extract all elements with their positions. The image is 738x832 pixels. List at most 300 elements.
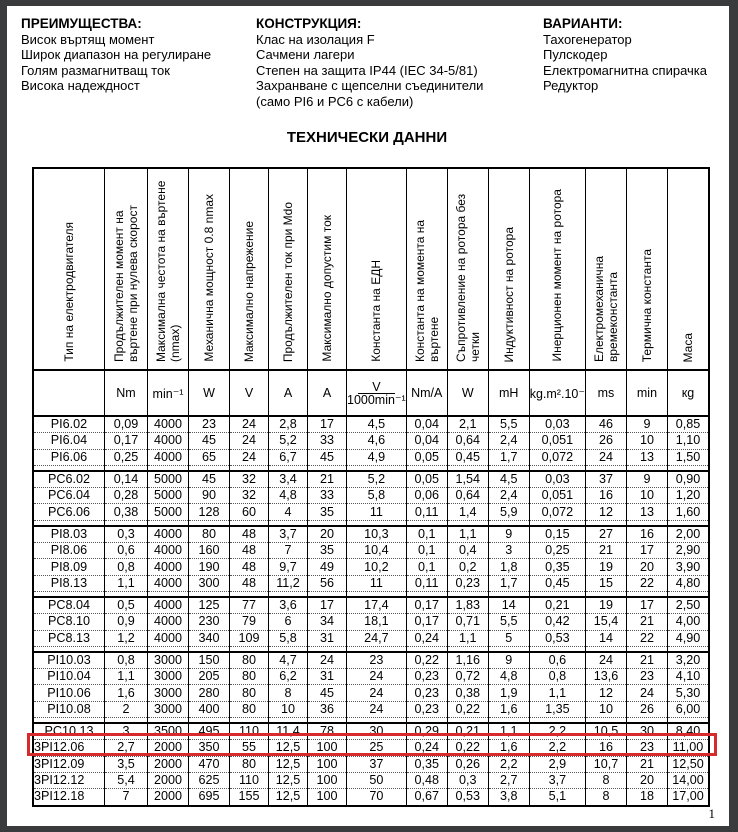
value-cell: 0,6 bbox=[529, 652, 585, 669]
value-cell: 0,21 bbox=[529, 597, 585, 614]
value-cell: 24 bbox=[626, 685, 667, 701]
value-cell: 0,4 bbox=[447, 543, 488, 559]
value-cell: 0,38 bbox=[105, 504, 148, 520]
value-cell: 0,23 bbox=[406, 669, 447, 685]
value-cell: 9 bbox=[626, 416, 667, 433]
value-cell: 3000 bbox=[148, 701, 189, 717]
unit-cell: V bbox=[230, 370, 269, 416]
column-header bbox=[148, 168, 189, 370]
value-cell: 80 bbox=[230, 756, 269, 772]
value-cell: 1,7 bbox=[488, 449, 529, 465]
value-cell: 30 bbox=[347, 723, 407, 740]
value-cell: 9 bbox=[488, 652, 529, 669]
value-cell: 18,1 bbox=[347, 614, 407, 630]
value-cell: 14,00 bbox=[667, 772, 709, 788]
value-cell: 4000 bbox=[148, 433, 189, 449]
value-cell: 2,1 bbox=[447, 416, 488, 433]
value-cell: 0,53 bbox=[529, 630, 585, 646]
column-header-label: Електромеханична времеконстанта bbox=[591, 256, 620, 362]
value-cell: 37 bbox=[347, 756, 407, 772]
value-cell: 0,23 bbox=[447, 575, 488, 591]
value-cell: 1,20 bbox=[667, 488, 709, 504]
value-cell: 37 bbox=[585, 471, 626, 488]
value-cell: 12,5 bbox=[269, 772, 308, 788]
value-cell: 32 bbox=[230, 471, 269, 488]
value-cell: 0,24 bbox=[406, 630, 447, 646]
unit-cell: A bbox=[308, 370, 347, 416]
value-cell: 2,9 bbox=[529, 756, 585, 772]
value-cell: 1,50 bbox=[667, 449, 709, 465]
value-cell: 1,35 bbox=[529, 701, 585, 717]
table-row bbox=[33, 597, 709, 614]
column-header bbox=[308, 168, 347, 370]
value-cell: 0,17 bbox=[105, 433, 148, 449]
value-cell: 0,53 bbox=[447, 789, 488, 806]
value-cell: 1,2 bbox=[105, 630, 148, 646]
value-cell: 100 bbox=[308, 756, 347, 772]
construction-section bbox=[256, 16, 483, 109]
value-cell: 1,16 bbox=[447, 652, 488, 669]
value-cell: 12,5 bbox=[269, 740, 308, 756]
value-cell: 3500 bbox=[148, 723, 189, 740]
value-cell: 400 bbox=[189, 701, 230, 717]
motor-type-cell: 3PI12.12 bbox=[33, 772, 105, 788]
column-header-label: Максимално напрежение bbox=[242, 220, 256, 362]
value-cell: 0,8 bbox=[105, 652, 148, 669]
value-cell: 3000 bbox=[148, 669, 189, 685]
variant-item: Тахогенератор bbox=[543, 31, 632, 47]
table-row bbox=[33, 669, 709, 685]
value-cell: 46 bbox=[585, 416, 626, 433]
column-header-label: Максимална честота на въртене (nmax) bbox=[154, 180, 182, 362]
value-cell: 4,7 bbox=[269, 652, 308, 669]
table-row bbox=[33, 449, 709, 465]
value-cell: 49 bbox=[308, 559, 347, 575]
value-cell: 80 bbox=[230, 701, 269, 717]
unit-cell bbox=[347, 370, 407, 416]
value-cell: 36 bbox=[308, 701, 347, 717]
value-cell: 5,30 bbox=[667, 685, 709, 701]
construction-item: Клас на изолация F bbox=[256, 31, 375, 47]
value-cell: 0,21 bbox=[447, 723, 488, 740]
column-header-label: Продължителен ток при Mdo bbox=[281, 201, 295, 362]
value-cell: 5,9 bbox=[488, 504, 529, 520]
value-cell: 0,22 bbox=[406, 652, 447, 669]
value-cell: 23 bbox=[189, 416, 230, 433]
column-header-label: Съпротивление на ротора без четки bbox=[453, 193, 482, 362]
value-cell: 20 bbox=[626, 772, 667, 788]
value-cell: 2,2 bbox=[529, 723, 585, 740]
value-cell: 5000 bbox=[148, 488, 189, 504]
value-cell: 5,8 bbox=[269, 630, 308, 646]
value-cell: 8 bbox=[585, 789, 626, 806]
column-header-label: Максимално допустим ток bbox=[320, 215, 334, 362]
value-cell: 280 bbox=[189, 685, 230, 701]
motor-type-cell: PI6.02 bbox=[33, 416, 105, 433]
value-cell: 8 bbox=[585, 772, 626, 788]
table-row bbox=[33, 614, 709, 630]
value-cell: 10 bbox=[626, 433, 667, 449]
value-cell: 48 bbox=[230, 543, 269, 559]
value-cell: 2000 bbox=[148, 772, 189, 788]
value-cell: 2,4 bbox=[488, 488, 529, 504]
value-cell: 625 bbox=[189, 772, 230, 788]
value-cell: 1,1 bbox=[105, 669, 148, 685]
value-cell: 22 bbox=[626, 575, 667, 591]
value-cell: 0,35 bbox=[406, 756, 447, 772]
value-cell: 0,14 bbox=[105, 471, 148, 488]
value-cell: 5,8 bbox=[347, 488, 407, 504]
value-cell: 12 bbox=[585, 685, 626, 701]
advantages-section bbox=[21, 16, 211, 94]
unit-cell: min⁻¹ bbox=[148, 370, 189, 416]
value-cell: 1,10 bbox=[667, 433, 709, 449]
value-cell: 0,6 bbox=[105, 543, 148, 559]
value-cell: 8 bbox=[269, 685, 308, 701]
unit-cell: кg bbox=[667, 370, 709, 416]
highlight-box bbox=[27, 733, 717, 756]
value-cell: 16 bbox=[585, 488, 626, 504]
value-cell: 35 bbox=[308, 543, 347, 559]
value-cell: 3,6 bbox=[269, 597, 308, 614]
unit-cell: W bbox=[447, 370, 488, 416]
unit-cell: W bbox=[189, 370, 230, 416]
value-cell: 3 bbox=[105, 723, 148, 740]
value-cell: 50 bbox=[347, 772, 407, 788]
motor-type-cell: PC6.02 bbox=[33, 471, 105, 488]
variants-heading: ВАРИАНТИ: bbox=[543, 16, 623, 31]
value-cell: 0,23 bbox=[406, 701, 447, 717]
value-cell: 45 bbox=[189, 433, 230, 449]
value-cell: 2000 bbox=[148, 756, 189, 772]
table-row bbox=[33, 575, 709, 591]
value-cell: 11 bbox=[347, 575, 407, 591]
value-cell: 11,2 bbox=[269, 575, 308, 591]
column-header-label: Константа на момента на въртене bbox=[412, 219, 441, 362]
value-cell: 5 bbox=[488, 630, 529, 646]
value-cell: 0,15 bbox=[529, 526, 585, 543]
value-cell: 22 bbox=[626, 630, 667, 646]
value-cell: 1,54 bbox=[447, 471, 488, 488]
value-cell: 4,80 bbox=[667, 575, 709, 591]
value-cell: 5000 bbox=[148, 471, 189, 488]
value-cell: 16 bbox=[626, 526, 667, 543]
motor-type-cell: PC8.13 bbox=[33, 630, 105, 646]
value-cell: 10 bbox=[585, 701, 626, 717]
value-cell: 24 bbox=[230, 416, 269, 433]
value-cell: 1,7 bbox=[488, 575, 529, 591]
value-cell: 45 bbox=[308, 685, 347, 701]
value-cell: 24 bbox=[585, 449, 626, 465]
value-cell: 695 bbox=[189, 789, 230, 806]
value-cell: 7 bbox=[269, 543, 308, 559]
unit-cell: ms bbox=[585, 370, 626, 416]
value-cell: 4000 bbox=[148, 526, 189, 543]
value-cell: 3,20 bbox=[667, 652, 709, 669]
value-cell: 340 bbox=[189, 630, 230, 646]
table-row bbox=[33, 559, 709, 575]
value-cell: 1,8 bbox=[488, 559, 529, 575]
value-cell: 60 bbox=[230, 504, 269, 520]
value-cell: 109 bbox=[230, 630, 269, 646]
value-cell: 65 bbox=[189, 449, 230, 465]
value-cell: 100 bbox=[308, 772, 347, 788]
table-row bbox=[33, 701, 709, 717]
value-cell: 150 bbox=[189, 652, 230, 669]
value-cell: 24 bbox=[230, 433, 269, 449]
value-cell: 80 bbox=[230, 685, 269, 701]
value-cell: 1,6 bbox=[488, 740, 529, 756]
value-cell: 4000 bbox=[148, 575, 189, 591]
value-cell: 77 bbox=[230, 597, 269, 614]
value-cell: 0,072 bbox=[529, 504, 585, 520]
value-cell: 11,00 bbox=[667, 740, 709, 756]
value-cell: 2,50 bbox=[667, 597, 709, 614]
value-cell: 24,7 bbox=[347, 630, 407, 646]
unit-cell: min bbox=[626, 370, 667, 416]
value-cell: 45 bbox=[308, 449, 347, 465]
value-cell: 19 bbox=[585, 559, 626, 575]
table-row bbox=[33, 471, 709, 488]
value-cell: 128 bbox=[189, 504, 230, 520]
value-cell: 20 bbox=[308, 526, 347, 543]
value-cell: 34 bbox=[308, 614, 347, 630]
value-cell: 4,90 bbox=[667, 630, 709, 646]
column-header bbox=[33, 168, 105, 370]
value-cell: 155 bbox=[230, 789, 269, 806]
column-header-label: Маса bbox=[680, 332, 695, 362]
motor-type-cell: PC6.06 bbox=[33, 504, 105, 520]
value-cell: 10,3 bbox=[347, 526, 407, 543]
value-cell: 11 bbox=[347, 504, 407, 520]
value-cell: 0,64 bbox=[447, 488, 488, 504]
column-header bbox=[626, 168, 667, 370]
value-cell: 45 bbox=[189, 471, 230, 488]
value-cell: 3,7 bbox=[529, 772, 585, 788]
value-cell: 10,7 bbox=[585, 756, 626, 772]
value-cell: 10 bbox=[269, 701, 308, 717]
value-cell: 350 bbox=[189, 740, 230, 756]
value-cell: 0,04 bbox=[406, 416, 447, 433]
value-cell: 2,7 bbox=[105, 740, 148, 756]
value-cell: 470 bbox=[189, 756, 230, 772]
value-cell: 3,4 bbox=[269, 471, 308, 488]
table-row bbox=[33, 685, 709, 701]
value-cell: 10,5 bbox=[585, 723, 626, 740]
value-cell: 21 bbox=[626, 614, 667, 630]
value-cell: 4000 bbox=[148, 449, 189, 465]
motor-type-cell: 3PI12.18 bbox=[33, 789, 105, 806]
value-cell: 0,1 bbox=[406, 559, 447, 575]
value-cell: 0,24 bbox=[406, 740, 447, 756]
value-cell: 0,3 bbox=[105, 526, 148, 543]
table-row bbox=[33, 630, 709, 646]
value-cell: 0,06 bbox=[406, 488, 447, 504]
value-cell: 31 bbox=[308, 669, 347, 685]
value-cell: 1,83 bbox=[447, 597, 488, 614]
motor-type-cell: PI10.03 bbox=[33, 652, 105, 669]
value-cell: 48 bbox=[230, 575, 269, 591]
value-cell: 12,5 bbox=[269, 789, 308, 806]
value-cell: 0,64 bbox=[447, 433, 488, 449]
value-cell: 0,1 bbox=[406, 543, 447, 559]
value-cell: 110 bbox=[230, 772, 269, 788]
page-title: ТЕХНИЧЕСКИ ДАННИ bbox=[286, 129, 448, 146]
value-cell: 14 bbox=[488, 597, 529, 614]
value-cell: 0,90 bbox=[667, 471, 709, 488]
value-cell: 19 bbox=[585, 597, 626, 614]
value-cell: 21 bbox=[626, 756, 667, 772]
variants-section bbox=[543, 16, 707, 94]
value-cell: 1,60 bbox=[667, 504, 709, 520]
value-cell: 9 bbox=[488, 526, 529, 543]
motor-type-cell: PC6.04 bbox=[33, 488, 105, 504]
value-cell: 25 bbox=[347, 740, 407, 756]
table-row bbox=[33, 652, 709, 669]
value-cell: 0,22 bbox=[447, 701, 488, 717]
value-cell: 12 bbox=[585, 504, 626, 520]
unit-cell: Nm/A bbox=[406, 370, 447, 416]
value-cell: 17,00 bbox=[667, 789, 709, 806]
value-cell: 5,5 bbox=[488, 614, 529, 630]
table-row bbox=[33, 789, 709, 806]
value-cell: 80 bbox=[230, 652, 269, 669]
value-cell: 0,11 bbox=[406, 504, 447, 520]
table-row bbox=[33, 526, 709, 543]
variant-item: Пулскодер bbox=[543, 47, 608, 62]
value-cell: 7 bbox=[105, 789, 148, 806]
value-cell: 15 bbox=[585, 575, 626, 591]
value-cell: 0,09 bbox=[105, 416, 148, 433]
column-header-label: Индуктивност на ротора bbox=[501, 226, 516, 362]
value-cell: 4000 bbox=[148, 416, 189, 433]
table-row bbox=[33, 756, 709, 772]
value-cell: 35 bbox=[308, 504, 347, 520]
value-cell: 79 bbox=[230, 614, 269, 630]
motor-type-cell: PI8.06 bbox=[33, 543, 105, 559]
column-header-label: Константа на ЕДН bbox=[369, 260, 384, 362]
unit-cell: A bbox=[269, 370, 308, 416]
value-cell: 0,9 bbox=[105, 614, 148, 630]
table-row bbox=[33, 416, 709, 433]
motor-type-cell: 3PI12.09 bbox=[33, 756, 105, 772]
units-row bbox=[33, 370, 709, 416]
value-cell: 0,48 bbox=[406, 772, 447, 788]
motor-type-cell: 3PI12.06 bbox=[33, 740, 105, 756]
value-cell: 0,29 bbox=[406, 723, 447, 740]
advantage-item: Висок въртящ момент bbox=[21, 31, 155, 47]
value-cell: 23 bbox=[626, 669, 667, 685]
value-cell: 20 bbox=[626, 559, 667, 575]
column-header bbox=[447, 168, 488, 370]
value-cell: 4000 bbox=[148, 597, 189, 614]
value-cell: 0,05 bbox=[406, 471, 447, 488]
value-cell: 0,11 bbox=[406, 575, 447, 591]
value-cell: 48 bbox=[230, 559, 269, 575]
value-cell: 100 bbox=[308, 789, 347, 806]
value-cell: 2,7 bbox=[488, 772, 529, 788]
advantage-item: Широк диапазон на регулиране bbox=[21, 47, 212, 62]
value-cell: 0,22 bbox=[447, 740, 488, 756]
value-cell: 2,4 bbox=[488, 433, 529, 449]
value-cell: 24 bbox=[347, 685, 407, 701]
value-cell: 4000 bbox=[148, 559, 189, 575]
value-cell: 3000 bbox=[148, 652, 189, 669]
value-cell: 0,03 bbox=[529, 471, 585, 488]
value-cell: 160 bbox=[189, 543, 230, 559]
value-cell: 0,72 bbox=[447, 669, 488, 685]
unit-numerator: V bbox=[358, 381, 394, 394]
value-cell: 26 bbox=[626, 701, 667, 717]
motor-type-cell: PC8.04 bbox=[33, 597, 105, 614]
value-cell: 4,10 bbox=[667, 669, 709, 685]
value-cell: 21 bbox=[308, 471, 347, 488]
value-cell: 2,2 bbox=[488, 756, 529, 772]
motor-type-cell: PI10.06 bbox=[33, 685, 105, 701]
value-cell: 0,38 bbox=[447, 685, 488, 701]
value-cell: 0,28 bbox=[105, 488, 148, 504]
value-cell: 33 bbox=[308, 488, 347, 504]
value-cell: 0,04 bbox=[406, 433, 447, 449]
value-cell: 23 bbox=[347, 652, 407, 669]
technical-data-table bbox=[32, 167, 710, 807]
value-cell: 80 bbox=[189, 526, 230, 543]
construction-item: (само PI6 и PC6 с кабели) bbox=[256, 93, 414, 109]
value-cell: 24 bbox=[230, 449, 269, 465]
value-cell: 0,67 bbox=[406, 789, 447, 806]
value-cell: 0,17 bbox=[406, 614, 447, 630]
value-cell: 21 bbox=[585, 543, 626, 559]
unit-cell: Nm bbox=[105, 370, 148, 416]
value-cell: 0,42 bbox=[529, 614, 585, 630]
table-row bbox=[33, 488, 709, 504]
value-cell: 0,1 bbox=[406, 526, 447, 543]
value-cell: 13 bbox=[626, 449, 667, 465]
motor-type-cell: PI8.09 bbox=[33, 559, 105, 575]
value-cell: 0,05 bbox=[406, 449, 447, 465]
value-cell: 1,1 bbox=[447, 630, 488, 646]
column-header bbox=[488, 168, 529, 370]
value-cell: 10,4 bbox=[347, 543, 407, 559]
value-cell: 1,4 bbox=[447, 504, 488, 520]
value-cell: 3 bbox=[488, 543, 529, 559]
value-cell: 2,8 bbox=[269, 416, 308, 433]
value-cell: 48 bbox=[230, 526, 269, 543]
value-cell: 9 bbox=[626, 471, 667, 488]
value-cell: 3,8 bbox=[488, 789, 529, 806]
table-row bbox=[33, 543, 709, 559]
value-cell: 5000 bbox=[148, 504, 189, 520]
value-cell: 4,5 bbox=[347, 416, 407, 433]
variant-item: Редуктор bbox=[543, 78, 599, 93]
value-cell: 4000 bbox=[148, 630, 189, 646]
value-cell: 3,5 bbox=[105, 756, 148, 772]
construction-item: Сачмени лагери bbox=[256, 47, 355, 62]
value-cell: 6,00 bbox=[667, 701, 709, 717]
variant-item: Електромагнитна спирачка bbox=[543, 62, 708, 78]
value-cell: 17 bbox=[626, 543, 667, 559]
value-cell: 6 bbox=[269, 614, 308, 630]
value-cell: 5,2 bbox=[347, 471, 407, 488]
construction-item: Захранване с щепселни съединители bbox=[256, 78, 484, 93]
value-cell: 21 bbox=[626, 652, 667, 669]
value-cell: 6,7 bbox=[269, 449, 308, 465]
column-header-label: Термична константа bbox=[639, 248, 654, 362]
value-cell: 4,5 bbox=[488, 471, 529, 488]
value-cell: 32 bbox=[230, 488, 269, 504]
value-cell: 1,1 bbox=[529, 685, 585, 701]
value-cell: 10 bbox=[626, 488, 667, 504]
